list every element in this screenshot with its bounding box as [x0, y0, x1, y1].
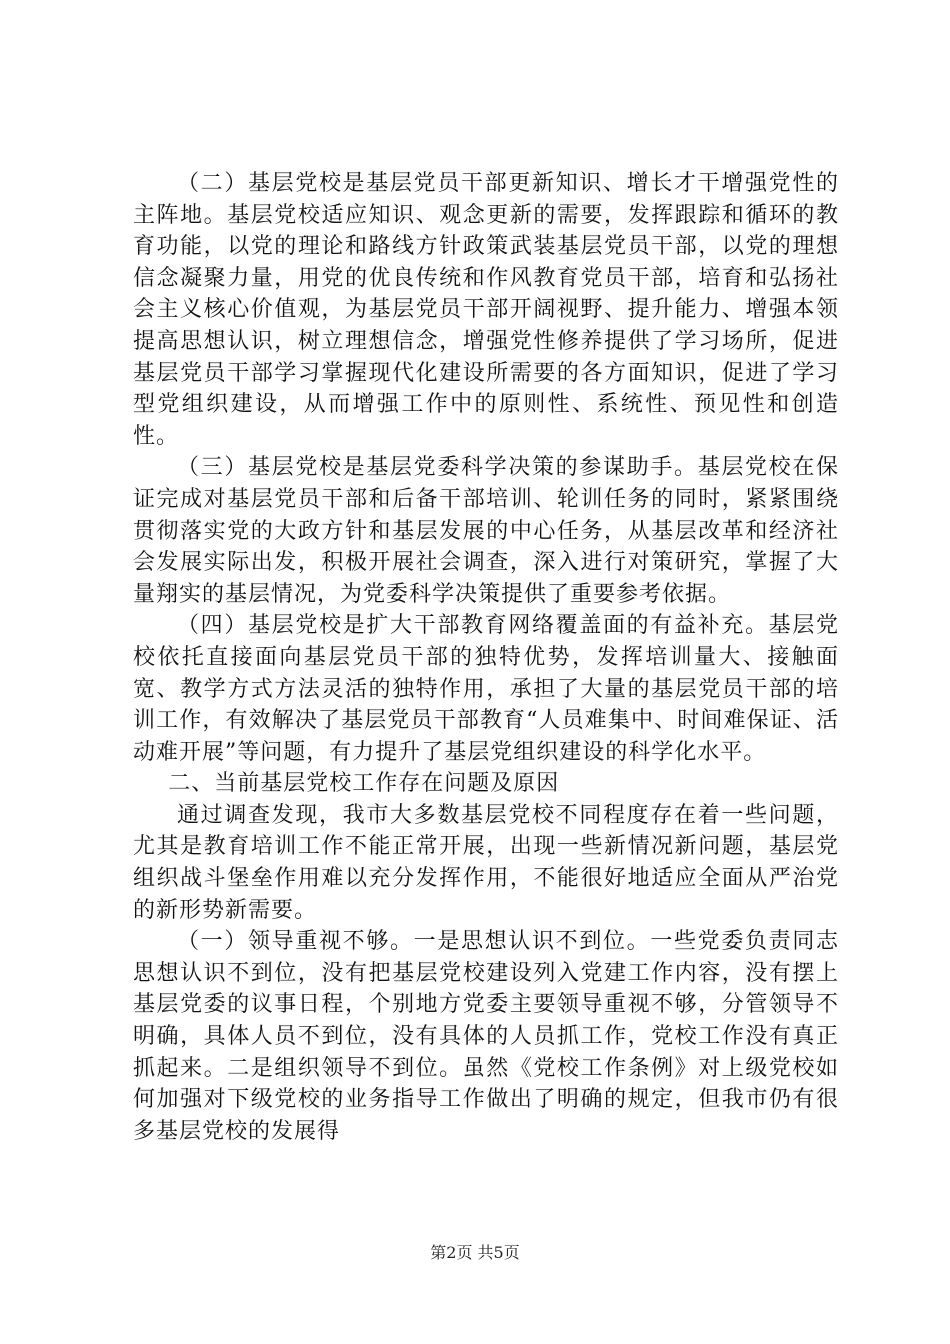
- paragraph-party-school-network: （四）基层党校是扩大干部教育网络覆盖面的有益补充。基层党校依托直接面向基层党员干部的独特优势，发挥培训量大、接触面宽、教学方式方法灵活的独特作用，承担了大量的基层党员干部的培训工作，有效解决了基层党员干部教育“人员难集中、时间难保证、活动难开展”等问题，有力提升了基层党组织建设的科学化水平。: [133, 613, 839, 765]
- section-heading-problems: 二、当前基层党校工作存在问题及原因: [168, 771, 560, 797]
- document-body: [133, 168, 839, 1147]
- paragraph-survey-findings: 通过调查发现，我市大多数基层党校不同程度存在着一些问题，尤其是教育培训工作不能正常开展，出现一些新情况新问题，基层党组织战斗堡垒作用难以充分发挥作用，不能很好地适应全面从严治党的新形势新需要。: [133, 802, 839, 923]
- page-number-footer: 第2页 共5页: [430, 1243, 520, 1262]
- paragraph-party-school-decision: （三）基层党校是基层党委科学决策的参谋助手。基层党校在保证完成对基层党员干部和后备干部培训、轮训任务的同时，紧紧围绕贯彻落实党的大政方针和基层发展的中心任务，从基层改革和经济社会发展实际出发，积极开展社会调查，深入进行对策研究，掌握了大量翔实的基层情况，为党委科学决策提供了重要参考依据。: [133, 455, 839, 607]
- paragraph-leadership-attention: （一）领导重视不够。一是思想认识不到位。一些党委负责同志思想认识不到位，没有把基层党校建设列入党建工作内容，没有摆上基层党委的议事日程，个别地方党委主要领导重视不够，分管领导不明确，具体人员不到位，没有具体的人员抓工作，党校工作没有真正抓起来。二是组织领导不到位。虽然《党校工作条例》对上级党校如何加强对下级党校的业务指导工作做出了明确的规定，但我市仍有很多基层党校的发展得: [133, 929, 839, 1144]
- paragraph-party-school-knowledge: （二）基层党校是基层党员干部更新知识、增长才干增强党性的主阵地。基层党校适应知识、观念更新的需要，发挥跟踪和循环的教育功能，以党的理论和路线方针政策武装基层党员干部，以党的理想信念凝聚力量，用党的优良传统和作风教育党员干部，培育和弘扬社会主义核心价值观，为基层党员干部开阔视野、提升能力、增强本领提高思想认识，树立理想信念，增强党性修养提供了学习场所，促进基层党员干部学习掌握现代化建设所需要的各方面知识，促进了学习型党组织建设，从而增强工作中的原则性、系统性、预见性和创造性。: [133, 171, 839, 449]
